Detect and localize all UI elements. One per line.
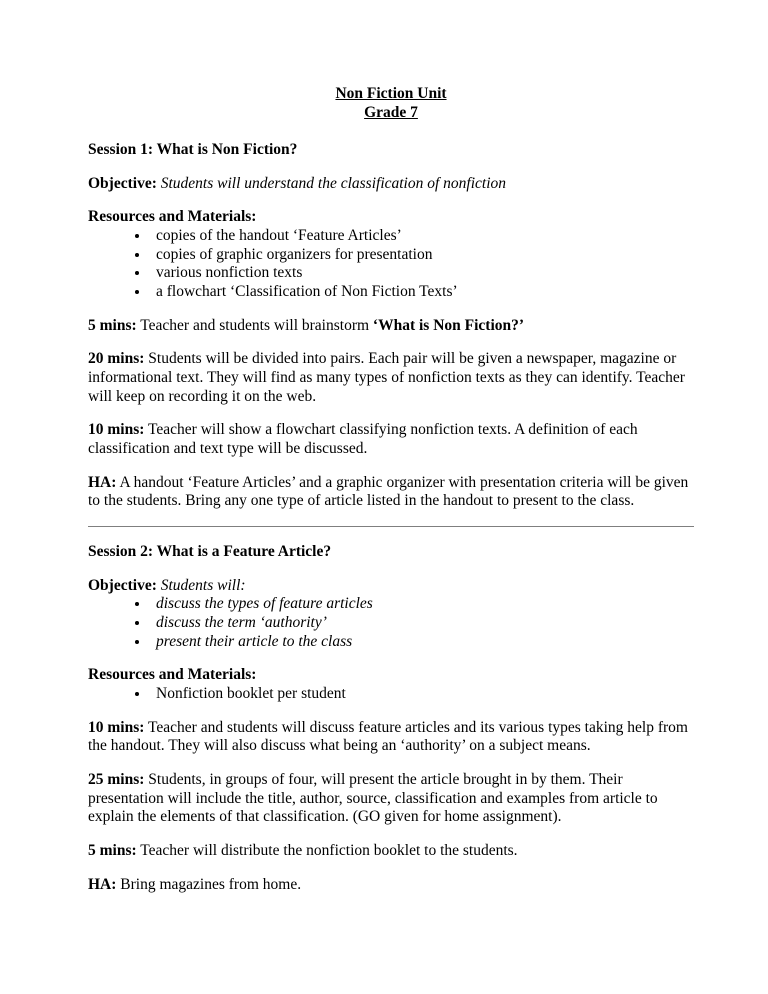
doc-title bbox=[88, 85, 694, 122]
activity-label: 5 mins: bbox=[88, 842, 137, 860]
list-item: • present their article to the class bbox=[150, 633, 694, 652]
activity-text: Students will be divided into pairs. Each pair will be given a newspaper, magazine or informational text. They will find as many types of nonfiction texts as they can identify. Teacher will keep on recording it on the web. bbox=[88, 350, 685, 405]
list-item: • various nonfiction texts bbox=[150, 264, 694, 283]
activity-paragraph-10-mins bbox=[88, 421, 694, 458]
activity-paragraph-25-mins bbox=[88, 771, 694, 827]
activity-bold-text: ‘What is Non Fiction?’ bbox=[372, 316, 525, 334]
activity-paragraph-ha bbox=[88, 876, 694, 895]
list-item: • copies of graphic organizers for presentation bbox=[150, 246, 694, 265]
activity-label: HA: bbox=[88, 875, 117, 893]
activity-paragraph-20-mins bbox=[88, 350, 694, 406]
activity-label: 10 mins: bbox=[88, 718, 145, 736]
section-divider bbox=[88, 526, 694, 527]
session-2-materials-heading: Resources and Materials: bbox=[88, 666, 257, 684]
session-2-objective bbox=[88, 577, 694, 596]
activity-label: 20 mins: bbox=[88, 350, 145, 368]
activity-paragraph-5-mins bbox=[88, 317, 694, 336]
session-1-heading: Session 1: What is Non Fiction? bbox=[88, 141, 298, 159]
doc-title-line-2: Grade 7 bbox=[364, 103, 418, 121]
objective-text: Students will: bbox=[156, 576, 246, 594]
activity-text: Teacher and students will discuss feature articles and its various types taking help from the handout. They will also discuss what being an ‘authority’ on a subject means. bbox=[88, 718, 688, 755]
activity-text: Teacher will show a flowchart classifying nonfiction texts. A definition of each classification and text type will be discussed. bbox=[88, 421, 638, 458]
session-1-objective bbox=[88, 175, 694, 194]
activity-paragraph-5-mins bbox=[88, 842, 694, 861]
list-item: • discuss the types of feature articles bbox=[150, 595, 694, 614]
list-item: • discuss the term ‘authority’ bbox=[150, 614, 694, 633]
objective-label: Objective: bbox=[88, 174, 157, 192]
activity-text: Teacher will distribute the nonfiction booklet to the students. bbox=[136, 842, 518, 860]
session-2-heading: Session 2: What is a Feature Article? bbox=[88, 543, 332, 561]
doc-title-line-1: Non Fiction Unit bbox=[335, 85, 447, 102]
activity-label: 10 mins: bbox=[88, 421, 145, 439]
objective-label: Objective: bbox=[88, 576, 157, 594]
activity-text: Teacher and students will brainstorm bbox=[136, 316, 373, 334]
activity-text: Students, in groups of four, will present the article brought in by them. Their presentation will include the title, author, source, classification and examples from article to explain the elements of that classification. (GO given for home assignment). bbox=[88, 771, 658, 826]
activity-text: Bring magazines from home. bbox=[116, 875, 302, 893]
activity-label: 25 mins: bbox=[88, 771, 145, 789]
session-2-objective-list bbox=[88, 595, 694, 651]
objective-text: Students will understand the classification of nonfiction bbox=[156, 174, 507, 192]
session-2-materials-list bbox=[88, 685, 694, 704]
activity-paragraph-10-mins bbox=[88, 719, 694, 756]
activity-text: A handout ‘Feature Articles’ and a graphic organizer with presentation criteria will be given to the students. Bring any one type of article listed in the handout to present to the class. bbox=[88, 473, 689, 510]
list-item: • Nonfiction booklet per student bbox=[150, 685, 694, 704]
session-1-materials-heading: Resources and Materials: bbox=[88, 208, 257, 226]
activity-label: HA: bbox=[88, 473, 117, 491]
activity-paragraph-ha bbox=[88, 474, 694, 511]
activity-label: 5 mins: bbox=[88, 316, 137, 334]
list-item: • copies of the handout ‘Feature Articles’ bbox=[150, 227, 694, 246]
list-item: • a flowchart ‘Classification of Non Fiction Texts’ bbox=[150, 283, 694, 302]
title-spacer bbox=[88, 122, 694, 141]
session-1-materials-list bbox=[88, 227, 694, 302]
